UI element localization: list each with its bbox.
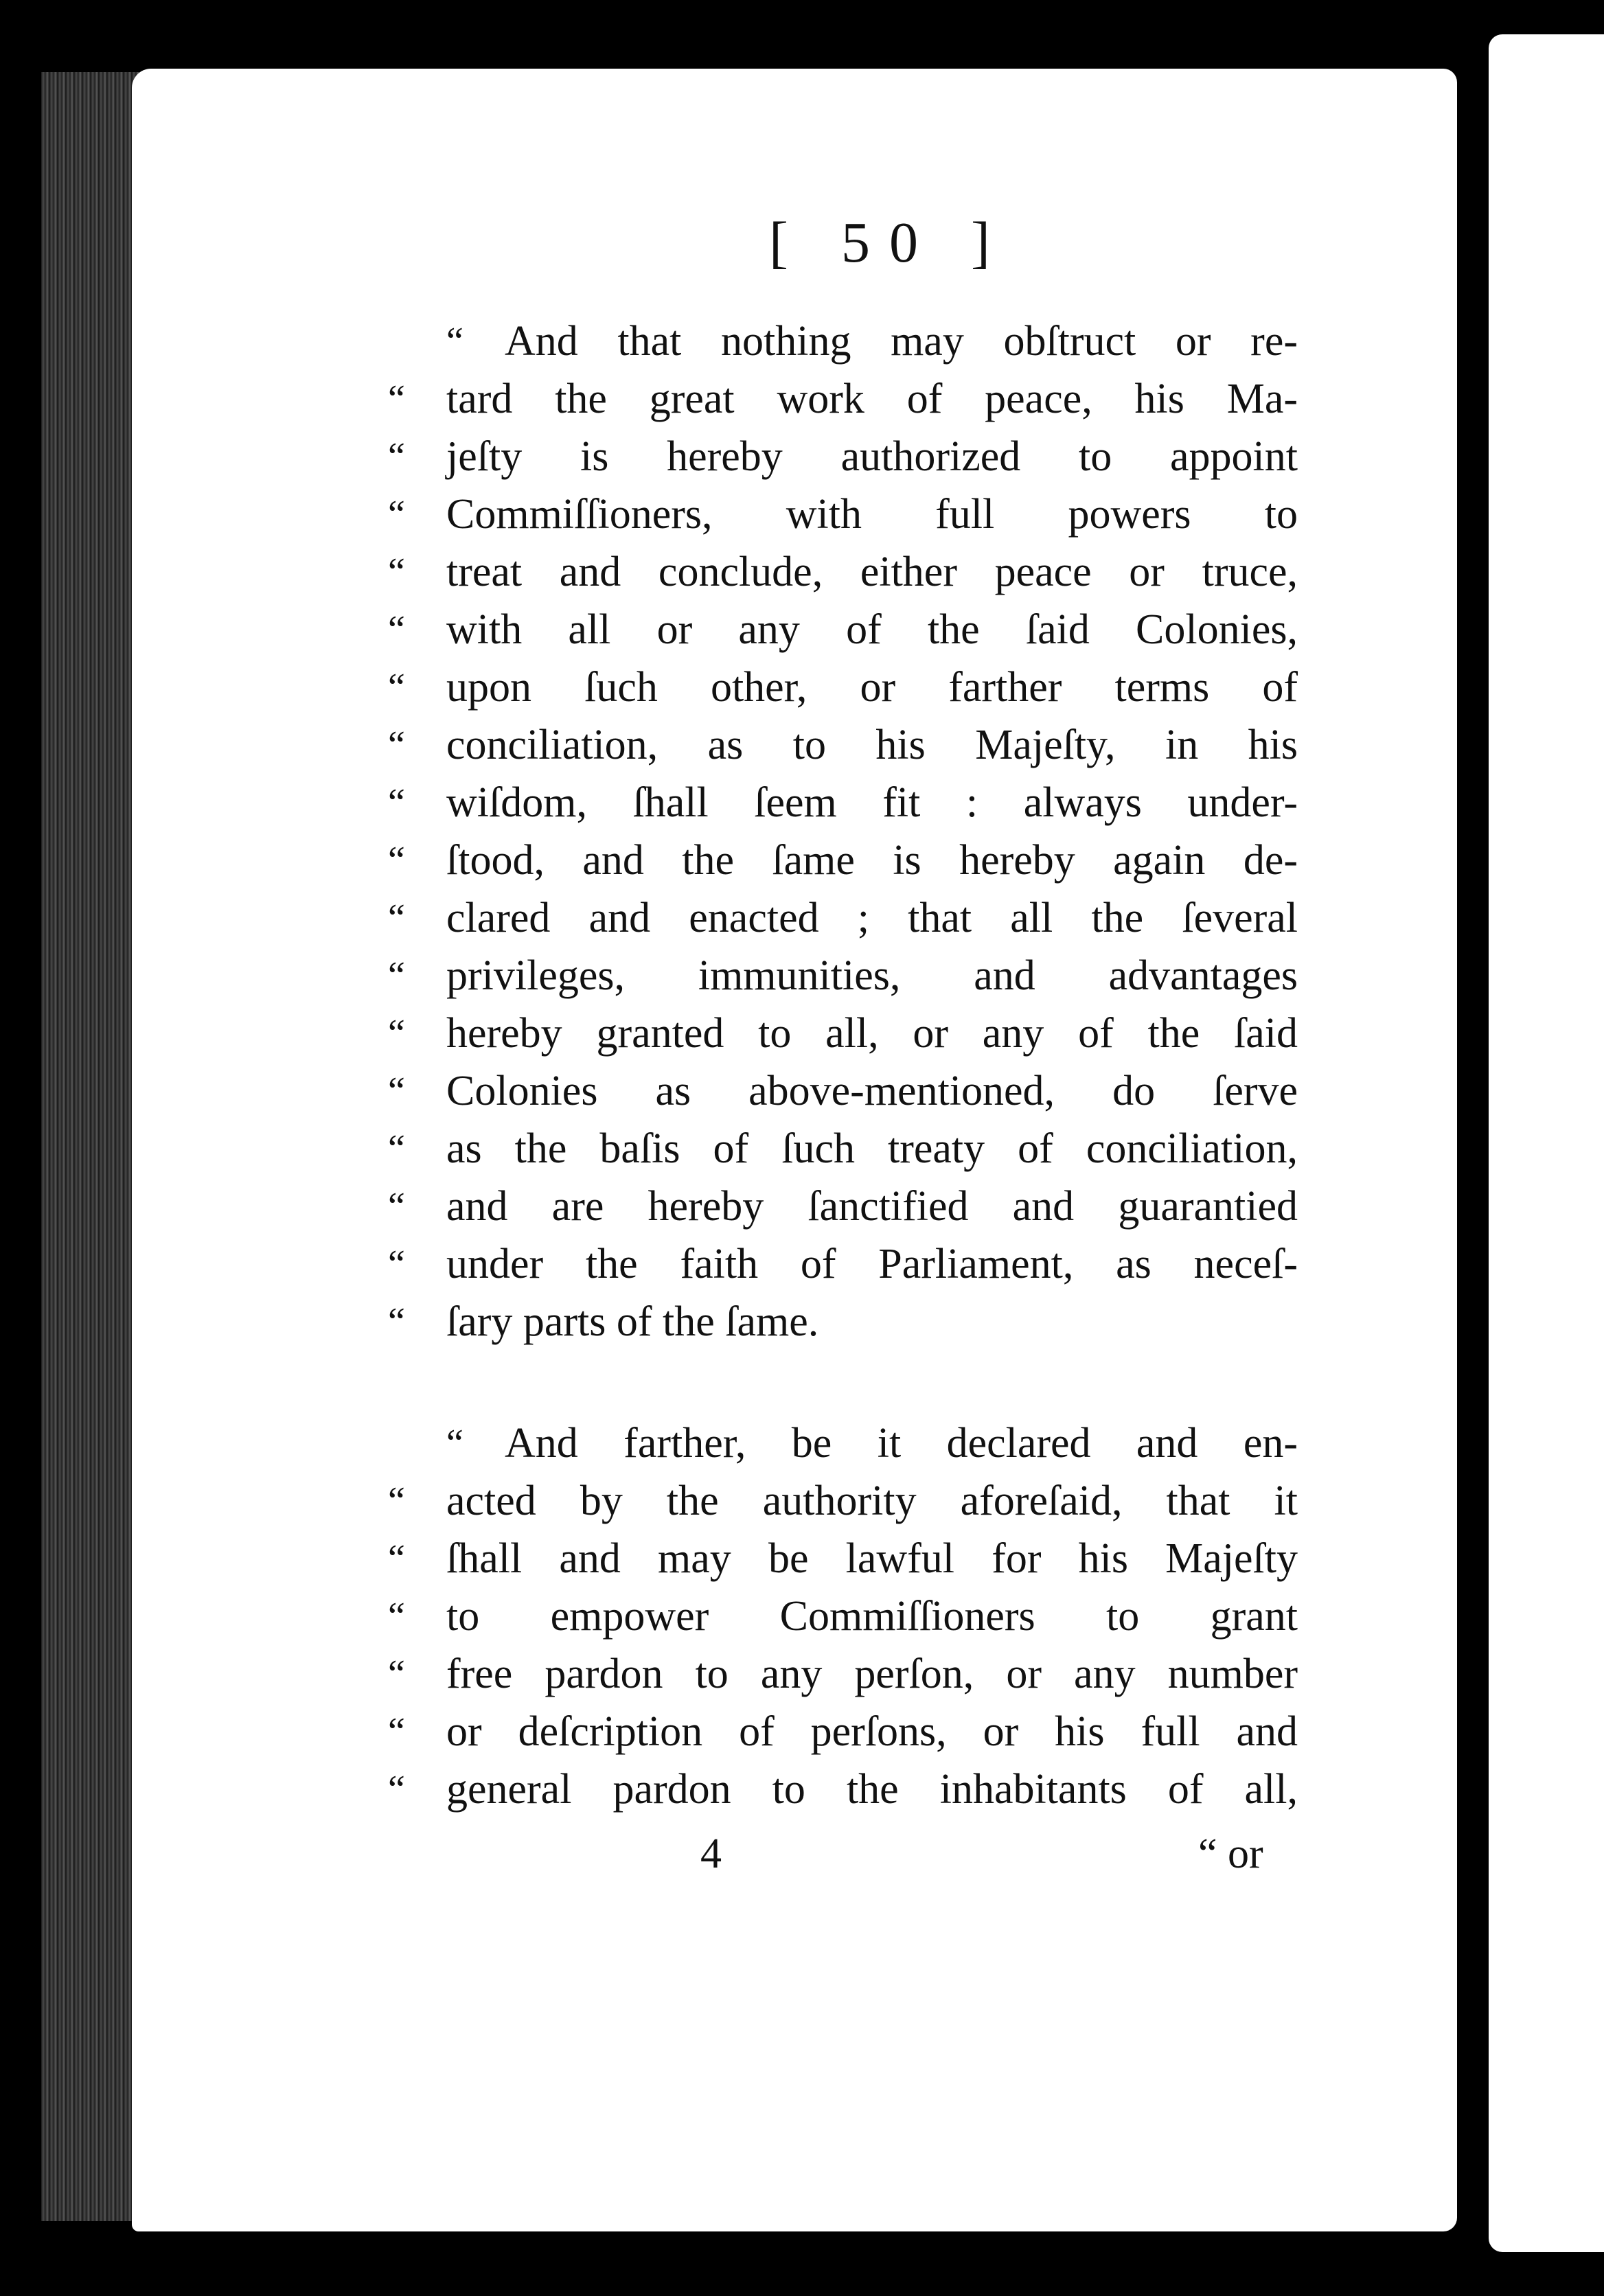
quote-mark: “ — [388, 1768, 405, 1811]
line-text: And farther, be it declared and en- — [505, 1420, 1298, 1467]
line-text: acted by the authority aforeſaid, that it — [446, 1478, 1298, 1524]
quote-mark: “ — [388, 493, 405, 536]
text-line — [388, 370, 1298, 428]
signature-mark: 4 — [700, 1830, 722, 1877]
quote-mark: “ — [388, 378, 405, 420]
text-line — [388, 889, 1298, 947]
line-text: or deſcription of perſons, or his full and — [446, 1708, 1298, 1755]
quote-mark: “ — [388, 1537, 405, 1580]
line-text: ſtood, and the ſame is hereby again de- — [446, 837, 1298, 884]
text-line — [388, 1645, 1298, 1703]
book-binding-edge — [41, 72, 144, 2221]
text-line — [388, 1004, 1298, 1062]
text-line — [388, 1760, 1298, 1818]
quote-mark: “ — [388, 781, 405, 824]
text-line — [388, 831, 1298, 889]
text-line — [388, 1062, 1298, 1120]
text-line — [388, 947, 1298, 1004]
line-text: treat and conclude, either peace or truce, — [446, 549, 1298, 595]
text-line — [388, 1703, 1298, 1760]
quote-mark: “ — [388, 1243, 405, 1285]
line-text: free pardon to any perſon, or any number — [446, 1651, 1298, 1697]
line-text: with all or any of the ſaid Colonies, — [446, 606, 1298, 653]
quote-mark: “ — [388, 1710, 405, 1753]
text-line — [388, 601, 1298, 658]
quote-mark: “ — [388, 1127, 405, 1170]
quote-mark: “ — [388, 435, 405, 478]
text-line — [388, 543, 1298, 601]
text-line — [388, 1178, 1298, 1235]
facing-page-edge — [1489, 34, 1604, 2252]
text-line — [446, 1414, 1298, 1472]
page-gutter — [1460, 27, 1487, 2286]
line-text: And that nothing may obſtruct or re- — [505, 318, 1298, 365]
quote-mark: “ — [388, 724, 405, 766]
line-text: clared and enacted ; that all the ſeveral — [446, 895, 1298, 941]
line-text: as the baſis of ſuch treaty of conciliation, — [446, 1125, 1298, 1172]
text-line — [446, 312, 1298, 370]
text-line — [388, 1530, 1298, 1587]
quote-mark: “ — [446, 1422, 463, 1465]
text-line — [388, 1120, 1298, 1178]
page-number: [ 50 ] — [769, 211, 1009, 275]
line-text: and are hereby ſanctified and guarantied — [446, 1183, 1298, 1230]
quote-mark: “ — [388, 1595, 405, 1638]
quote-mark: “ — [388, 608, 405, 651]
text-line — [388, 716, 1298, 774]
quote-mark: “ — [388, 1653, 405, 1695]
line-text: upon ſuch other, or farther terms of — [446, 664, 1298, 711]
quote-mark: “ — [388, 1480, 405, 1522]
quote-mark: “ — [388, 1185, 405, 1228]
line-text: hereby granted to all, or any of the ſaid — [446, 1010, 1298, 1057]
line-text: Commiſſioners, with full powers to — [446, 491, 1298, 538]
quote-mark: “ — [388, 1012, 405, 1055]
line-text: under the faith of Parliament, as neceſ- — [446, 1241, 1298, 1287]
quote-mark: “ — [388, 897, 405, 939]
quote-mark: “ — [388, 839, 405, 882]
quote-mark: “ — [446, 320, 463, 363]
text-line — [388, 485, 1298, 543]
line-text: ſary parts of the ſame. — [446, 1298, 819, 1345]
text-line — [388, 428, 1298, 485]
line-text: to empower Commiſſioners to grant — [446, 1593, 1298, 1640]
line-text: privileges, immunities, and advantages — [446, 952, 1298, 999]
paragraph-2 — [388, 1414, 1298, 1818]
text-line — [388, 1587, 1298, 1645]
quote-mark: “ — [388, 1300, 405, 1343]
line-text: conciliation, as to his Majeſty, in his — [446, 722, 1298, 768]
text-line — [388, 1472, 1298, 1530]
line-text: ſhall and may be lawful for his Majeſty — [446, 1535, 1298, 1582]
quote-mark: “ — [388, 551, 405, 593]
line-text: jeſty is hereby authorized to appoint — [446, 433, 1298, 480]
line-text: Colonies as above-mentioned, do ſerve — [446, 1068, 1298, 1114]
text-line — [388, 1235, 1298, 1293]
line-text: general pardon to the inhabitants of all, — [446, 1766, 1298, 1813]
quote-mark: “ — [388, 666, 405, 709]
catchword: “ or — [1198, 1830, 1263, 1877]
paragraph-1 — [388, 312, 1298, 1351]
text-line — [388, 658, 1298, 716]
line-text: wiſdom, ſhall ſeem fit : always under- — [446, 779, 1298, 826]
line-text: tard the great work of peace, his Ma- — [446, 376, 1298, 422]
text-line — [388, 1293, 1298, 1351]
quote-mark: “ — [388, 1070, 405, 1112]
quote-mark: “ — [388, 954, 405, 997]
text-line — [388, 774, 1298, 831]
